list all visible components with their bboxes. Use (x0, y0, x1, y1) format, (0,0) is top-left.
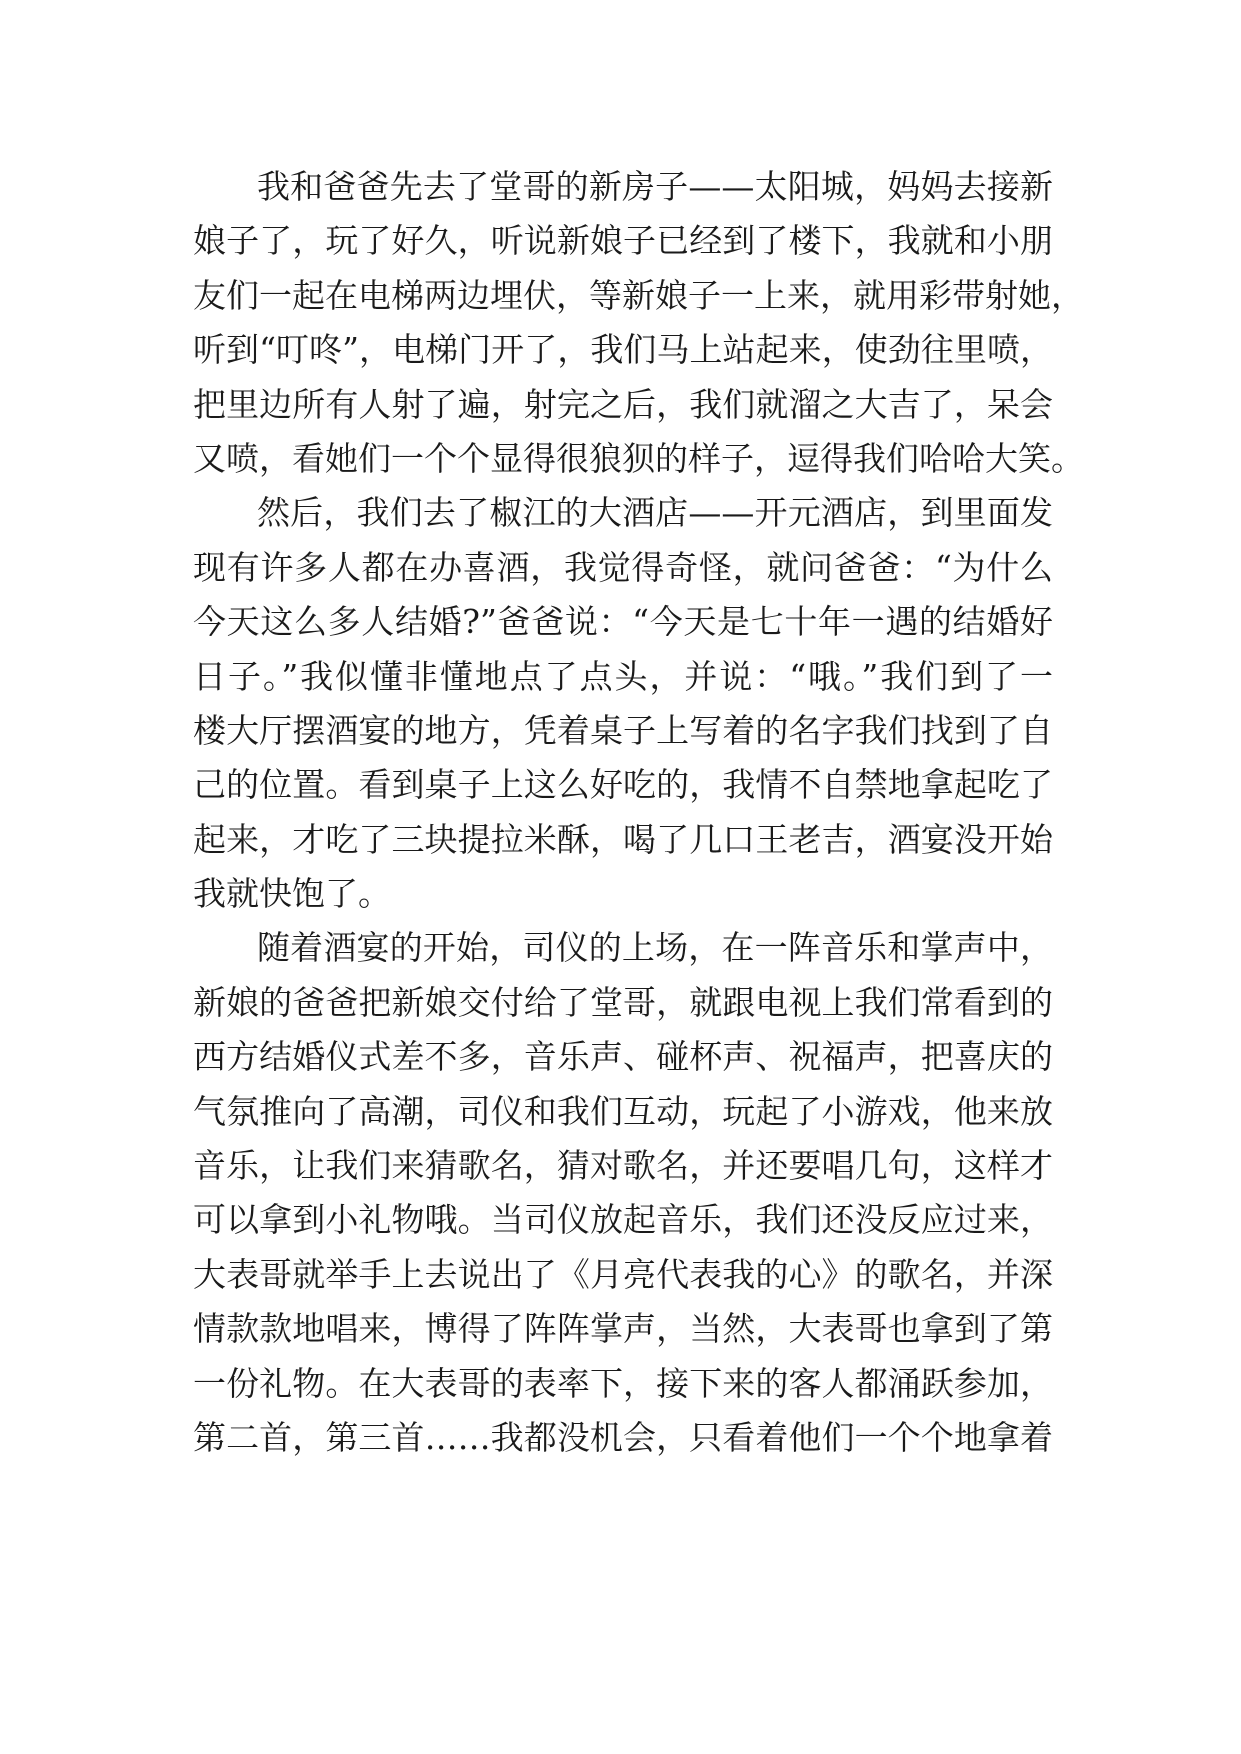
text-line: 大表哥就举手上去说出了《月亮代表我的心》的歌名，并深 (193, 1254, 1053, 1294)
text-line: 起来，才吃了三块提拉米酥，喝了几口王老吉，酒宴没开始 (193, 819, 1053, 859)
text-line: 现有许多人都在办喜酒，我觉得奇怪，就问爸爸：“为什么 (193, 547, 1053, 587)
text-line: 己的位置。看到桌子上这么好吃的，我情不自禁地拿起吃了 (193, 765, 1053, 805)
text-line: 音乐，让我们来猜歌名，猜对歌名，并还要唱几句，这样才 (193, 1146, 1053, 1186)
paragraph-1 (193, 160, 1084, 486)
text-line: 娘子了，玩了好久，听说新娘子已经到了楼下，我就和小朋 (193, 221, 1053, 261)
text-line: 把里边所有人射了遍，射完之后，我们就溜之大吉了，呆会 (193, 384, 1053, 424)
text-line: 友们一起在电梯两边埋伏，等新娘子一上来，就用彩带射她， (193, 275, 1084, 315)
text-line: 我就快饱了。 (193, 874, 391, 914)
text-line: 可以拿到小礼物哦。当司仪放起音乐，我们还没反应过来， (193, 1200, 1053, 1240)
text-line: 一份礼物。在大表哥的表率下，接下来的客人都涌跃参加， (193, 1363, 1053, 1403)
text-line: 情款款地唱来，博得了阵阵掌声，当然，大表哥也拿到了第 (193, 1309, 1053, 1349)
text-line: 西方结婚仪式差不多，音乐声、碰杯声、祝福声，把喜庆的 (193, 1037, 1053, 1077)
text-line: 楼大厅摆酒宴的地方，凭着桌子上写着的名字我们找到了自 (193, 710, 1053, 750)
text-line: 然后，我们去了椒江的大酒店——开元酒店，到里面发 (257, 493, 1053, 533)
paragraph-2 (193, 486, 1053, 921)
text-line: 我和爸爸先去了堂哥的新房子——太阳城，妈妈去接新 (257, 167, 1053, 206)
text-line: 又喷，看她们一个个显得很狼狈的样子，逗得我们哈哈大笑。 (193, 438, 1084, 478)
text-line: 听到“叮咚”，电梯门开了，我们马上站起来，使劲往里喷， (193, 330, 1053, 370)
document-body (193, 160, 1084, 1465)
text-line: 随着酒宴的开始，司仪的上场，在一阵音乐和掌声中， (257, 928, 1053, 968)
text-line: 日子。”我似懂非懂地点了点头，并说：“哦。”我们到了一 (193, 656, 1053, 696)
paragraph-3 (193, 921, 1053, 1465)
text-line: 新娘的爸爸把新娘交付给了堂哥，就跟电视上我们常看到的 (193, 982, 1053, 1022)
text-line: 今天这么多人结婚?”爸爸说：“今天是七十年一遇的结婚好 (193, 602, 1053, 642)
text-line: 第二首，第三首……我都没机会，只看着他们一个个地拿着 (193, 1417, 1053, 1457)
text-line: 气氛推向了高潮，司仪和我们互动，玩起了小游戏，他来放 (193, 1091, 1053, 1131)
